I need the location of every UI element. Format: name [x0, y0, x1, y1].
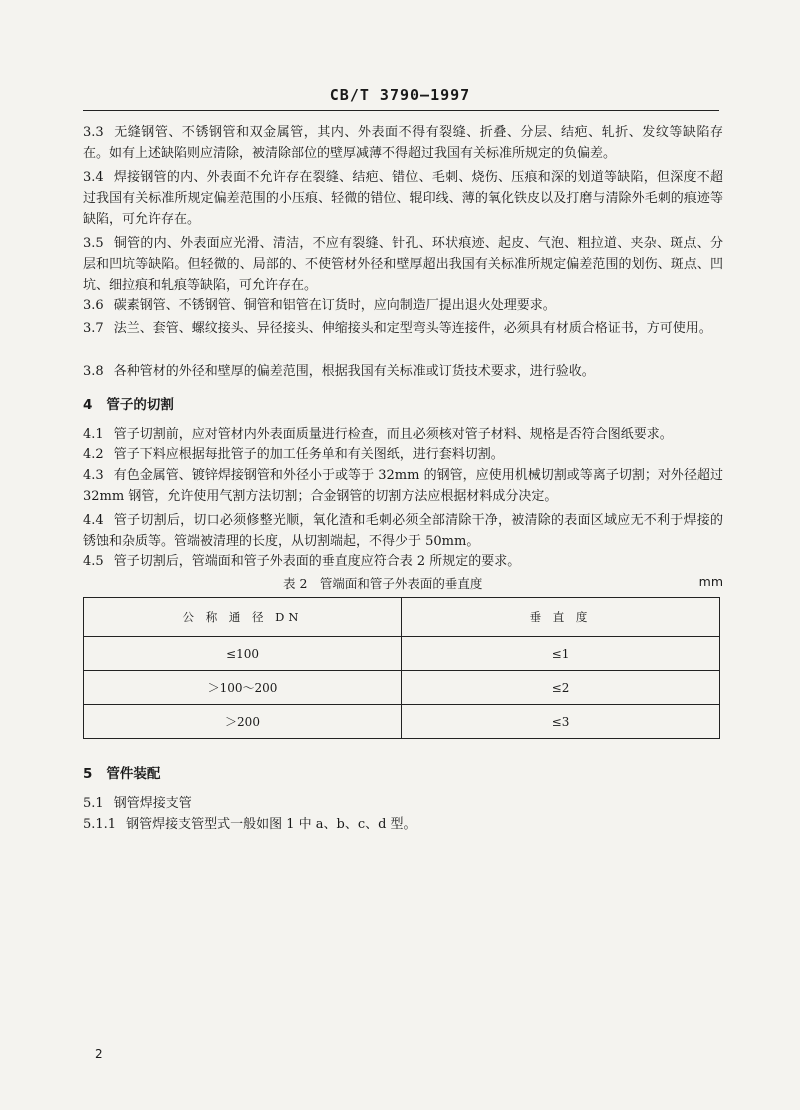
- clause-text: 法兰、套管、螺纹接头、异径接头、伸缩接头和定型弯头等连接件，必须具有材质合格证书，方可使用。: [113, 321, 712, 336]
- clause-text: 无缝钢管、不锈钢管和双金属管，其内、外表面不得有裂缝、折叠、分层、结疤、轧折、发纹等缺陷存在。如有上述缺陷则应清除，被清除部位的壁厚减薄不得超过我国有关标准所规定的负偏差。: [83, 125, 723, 161]
- clause-text: 管子下料应根据每批管子的加工任务单和有关图纸，进行套料切割。: [113, 447, 504, 462]
- clause-text: 碳素钢管、不锈钢管、铜管和铝管在订货时，应向制造厂提出退火处理要求。: [113, 298, 556, 313]
- clause-number: 4.2: [83, 447, 104, 462]
- perpendicularity-table: [83, 597, 720, 739]
- clause-text: 钢管焊接支管型式一般如图 1 中 a、b、c、d 型。: [126, 817, 417, 832]
- clause-text: 钢管焊接支管: [113, 796, 192, 811]
- clause-text: 管子切割后，管端面和管子外表面的垂直度应符合表 2 所规定的要求。: [113, 554, 521, 569]
- clause-text: 焊接钢管的内、外表面不允许存在裂缝、结疤、错位、毛刺、烧伤、压痕和深的划道等缺陷，但深度不超过我国有关标准所规定偏差范围的小压痕、轻微的错位、辊印线、薄的氧化铁皮以及打磨与清除外毛刺的痕迹等缺陷，可允许存在。: [83, 170, 723, 227]
- header-rule: [83, 110, 719, 111]
- column-header-nominal-diameter: 公 称 通 径 DN: [84, 598, 402, 637]
- clause-4-4: [83, 510, 723, 552]
- clause-4-1: [83, 424, 723, 445]
- clause-3-4: [83, 167, 723, 230]
- clause-3-3: [83, 122, 723, 164]
- clause-number: 3.8: [83, 364, 104, 379]
- clause-number: 3.6: [83, 298, 104, 313]
- clause-number: 3.4: [83, 170, 104, 185]
- subsection-5-1: [83, 793, 723, 814]
- clause-number: 3.7: [83, 321, 104, 336]
- clause-4-3: [83, 465, 723, 507]
- clause-3-7: [83, 318, 723, 339]
- table-cell: ≤3: [402, 705, 720, 739]
- table-cell: ≤2: [402, 671, 720, 705]
- clause-4-5: [83, 551, 723, 572]
- page-number: 2: [95, 1047, 103, 1061]
- standard-code-header: CB/T 3790—1997: [329, 86, 471, 104]
- table-row: [84, 671, 720, 705]
- section-title: 管子的切割: [106, 397, 174, 413]
- clause-number: 4.5: [83, 554, 104, 569]
- table-unit: mm: [698, 574, 723, 589]
- section-title: 管件装配: [106, 766, 161, 782]
- section-number: 5: [83, 766, 93, 782]
- clause-number: 4.3: [83, 468, 104, 483]
- clause-text: 管子切割前，应对管材内外表面质量进行检查，而且必须核对管子材料、规格是否符合图纸要求。: [113, 427, 673, 442]
- clause-number: 3.5: [83, 236, 104, 251]
- clause-text: 管子切割后，切口必须修整光顺，氧化渣和毛刺必须全部清除干净，被清除的表面区域应无不利于焊接的锈蚀和杂质等。管端被清理的长度，从切割端起，不得少于 50mm。: [83, 513, 723, 549]
- clause-text: 有色金属管、镀锌焊接钢管和外径小于或等于 32mm 的钢管，应使用机械切割或等离子切割；对外径超过 32mm 钢管，允许使用气割方法切割；合金钢管的切割方法应根据材料成分决定。: [83, 468, 723, 504]
- table-cell: ＞100～200: [84, 671, 402, 705]
- section-number: 4: [83, 397, 93, 413]
- clause-4-2: [83, 444, 723, 465]
- clause-number: 5.1: [83, 796, 104, 811]
- column-header-perpendicularity: 垂 直 度: [402, 598, 720, 637]
- clause-number: 4.1: [83, 427, 104, 442]
- clause-3-5: [83, 233, 723, 296]
- clause-3-8: [83, 361, 723, 382]
- clause-text: 各种管材的外径和壁厚的偏差范围，根据我国有关标准或订货技术要求，进行验收。: [113, 364, 595, 379]
- table-cell: ≤100: [84, 637, 402, 671]
- clause-text: 铜管的内、外表面应光滑、清洁，不应有裂缝、针孔、环状痕迹、起皮、气泡、粗拉道、夹杂、斑点、分层和凹坑等缺陷。但轻微的、局部的、不使管材外径和壁厚超出我国有关标准所规定偏差范围的划伤、斑点、凹坑、细拉痕和轧痕等缺陷，可允许存在。: [83, 236, 723, 293]
- table-cell: ≤1: [402, 637, 720, 671]
- table-header-row: [84, 598, 720, 637]
- section-5-heading: [83, 762, 160, 782]
- table-row: [84, 637, 720, 671]
- clause-number: 4.4: [83, 513, 104, 528]
- clause-5-1-1: [83, 814, 723, 835]
- section-4-heading: [83, 393, 174, 413]
- clause-number: 5.1.1: [83, 817, 117, 832]
- table-row: [84, 705, 720, 739]
- table-title: 表 2 管端面和管子外表面的垂直度: [283, 576, 483, 591]
- clause-3-6: [83, 295, 723, 316]
- table-cell: ＞200: [84, 705, 402, 739]
- clause-number: 3.3: [83, 125, 104, 140]
